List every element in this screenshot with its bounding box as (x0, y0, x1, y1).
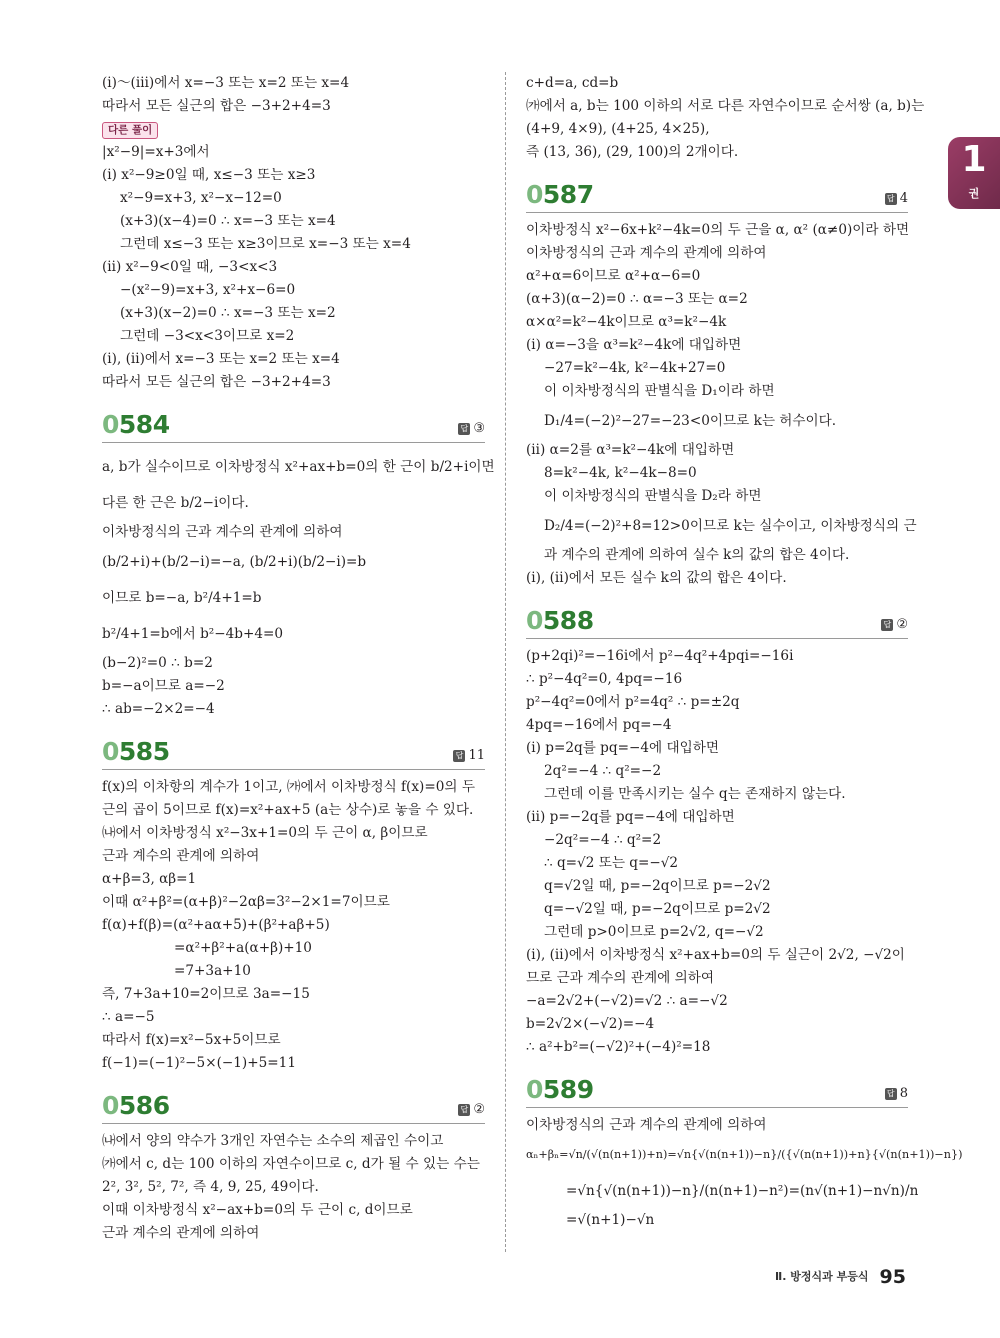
volume-tab (948, 137, 1000, 209)
volume-number: 1 (961, 139, 987, 180)
text-line: α×α²=k²−4k이므로 α³=k²−4k (526, 314, 727, 330)
text-line: |x²−9|=x+3에서 (102, 144, 210, 160)
text-line: (ⅰ), (ⅱ)에서 이차방정식 x²+ax+b=0의 두 실근이 2√2, −√2이 (526, 947, 905, 963)
text-line: 그런데 −3<x<3이므로 x=2 (120, 328, 295, 344)
text-line: (x+3)(x−4)=0 ∴ x=−3 또는 x=4 (120, 213, 336, 229)
text-line: (ⅱ) p=−2q를 pq=−4에 대입하면 (526, 809, 735, 825)
answer-tag-icon: 답 (885, 1088, 897, 1100)
text-line: 즉 (13, 36), (29, 100)의 2개이다. (526, 144, 739, 160)
text-line: q=√2일 때, p=−2q이므로 p=−2√2 (544, 878, 771, 894)
answer-label: 답 ② (458, 1102, 485, 1117)
text-line: 다른 한 근은 b/2−i이다. (102, 495, 249, 511)
text-line: f(x)의 이차항의 계수가 1이고, ㈎에서 이차방정식 f(x)=0의 두 (102, 779, 475, 795)
text-line: f(α)+f(β)=(α²+aα+5)+(β²+aβ+5) (102, 917, 330, 933)
text-line: −27=k²−4k, k²−4k+27=0 (544, 360, 726, 376)
problem-header-0588 (526, 602, 908, 639)
text-line: ㈎에서 a, b는 100 이하의 서로 다른 자연수이므로 순서쌍 (a, b)는 (526, 98, 925, 114)
text-line: 그런데 p>0이므로 p=2√2, q=−√2 (544, 924, 764, 940)
text-line: 이때 이차방정식 x²−ax+b=0의 두 근이 c, d이므로 (102, 1202, 413, 1218)
text-line: 근과 계수의 관계에 의하여 (102, 1225, 260, 1241)
text-line: (ⅰ) p=2q를 pq=−4에 대입하면 (526, 740, 719, 756)
answer-tag-icon: 답 (885, 193, 897, 205)
problem-number: 0589 (526, 1075, 594, 1104)
problem-header-0586 (102, 1087, 485, 1124)
text-line: ∴ a²+b²=(−√2)²+(−4)²=18 (526, 1039, 711, 1055)
text-line: 따라서 f(x)=x²−5x+5이므로 (102, 1032, 281, 1048)
problem-number: 0585 (102, 737, 170, 766)
problem-header-0589 (526, 1071, 908, 1108)
text-line: 근의 곱이 5이므로 f(x)=x²+ax+5 (a는 상수)로 놓을 수 있다. (102, 802, 474, 818)
text-line: ∴ ab=−2×2=−4 (102, 701, 215, 717)
text-line: 이차방정식의 근과 계수의 관계에 의하여 (526, 245, 767, 261)
text-line: −(x²−9)=x+3, x²+x−6=0 (120, 282, 296, 298)
text-line: 그런데 x≤−3 또는 x≥3이므로 x=−3 또는 x=4 (120, 236, 411, 252)
page-footer (775, 1266, 906, 1288)
text-line: =7+3a+10 (174, 963, 251, 979)
text-line: q=−√2일 때, p=−2q이므로 p=2√2 (544, 901, 771, 917)
text-line: D₂/4=(−2)²+8=12>0이므로 k는 실수이고, 이차방정식의 근 (544, 518, 917, 534)
page-number: 95 (879, 1266, 906, 1288)
text-line: 따라서 모든 실근의 합은 −3+2+4=3 (102, 98, 331, 114)
text-line: b=2√2×(−√2)=−4 (526, 1016, 655, 1032)
answer-label: 답 4 (885, 191, 908, 206)
text-line: f(−1)=(−1)²−5×(−1)+5=11 (102, 1055, 296, 1071)
text-line: 8=k²−4k, k²−4k−8=0 (544, 465, 697, 481)
volume-label: 권 (968, 187, 980, 200)
answer-tag-icon: 답 (458, 1104, 470, 1116)
text-line: −a=2√2+(−√2)=√2 ∴ a=−√2 (526, 993, 728, 1009)
text-line: (b−2)²=0 ∴ b=2 (102, 655, 213, 671)
answer-label: 답 8 (885, 1086, 908, 1101)
problem-header-0585 (102, 733, 485, 770)
text-line: (ⅰ), (ⅱ)에서 모든 실수 k의 값의 합은 4이다. (526, 570, 787, 586)
text-line: 이차방정식의 근과 계수의 관계에 의하여 (102, 524, 343, 540)
text-line: (b/2+i)+(b/2−i)=−a, (b/2+i)(b/2−i)=b (102, 554, 367, 570)
text-line: 그런데 이를 만족시키는 실수 q는 존재하지 않는다. (544, 786, 846, 802)
text-line: ㈎에서 c, d는 100 이하의 자연수이므로 c, d가 될 수 있는 수는 (102, 1156, 480, 1172)
problem-number: 0587 (526, 180, 594, 209)
text-line: 이차방정식 x²−6x+k²−4k=0의 두 근을 α, α² (α≠0)이라 하면 (526, 222, 910, 238)
text-line: 4pq=−16에서 pq=−4 (526, 717, 672, 733)
answer-label: 답 ③ (458, 421, 485, 436)
text-line: ∴ q=√2 또는 q=−√2 (544, 855, 679, 871)
text-line: ㈏에서 이차방정식 x²−3x+1=0의 두 근이 α, β이므로 (102, 825, 428, 841)
text-line: −2q²=−4 ∴ q²=2 (544, 832, 662, 848)
text-line: (x+3)(x−2)=0 ∴ x=−3 또는 x=2 (120, 305, 336, 321)
text-line: 2², 3², 5², 7², 즉 4, 9, 25, 49이다. (102, 1179, 319, 1195)
problem-header-0584 (102, 406, 485, 443)
text-line: 즉, 7+3a+10=2이므로 3a=−15 (102, 986, 310, 1002)
text-line: (ⅰ) α=−3을 α³=k²−4k에 대입하면 (526, 337, 742, 353)
text-line: 과 계수의 관계에 의하여 실수 k의 값의 합은 4이다. (544, 547, 850, 563)
problem-number: 0588 (526, 606, 594, 635)
text-line: 므로 근과 계수의 관계에 의하여 (526, 970, 714, 986)
answer-label: 답 11 (453, 748, 485, 763)
text-line: (ⅰ)～(ⅲ)에서 x=−3 또는 x=2 또는 x=4 (102, 75, 350, 91)
text-line: D₁/4=(−2)²−27=−23<0이므로 k는 허수이다. (544, 413, 837, 429)
answer-label: 답 ② (881, 617, 908, 632)
text-line: α+β=3, αβ=1 (102, 871, 197, 887)
problem-number: 0584 (102, 410, 170, 439)
text-line: α²+α=6이므로 α²+α−6=0 (526, 268, 701, 284)
text-line: ∴ p²−4q²=0, 4pq=−16 (526, 671, 683, 687)
text-line: 2q²=−4 ∴ q²=−2 (544, 763, 662, 779)
answer-tag-icon: 답 (453, 750, 465, 762)
text-line: b=−a이므로 a=−2 (102, 678, 225, 694)
text-line: =√n{√(n(n+1))−n}/(n(n+1)−n²)=(n√(n+1)−n√n)/n (566, 1183, 919, 1199)
column-divider (505, 72, 506, 1252)
text-line: (ⅱ) α=2를 α³=k²−4k에 대입하면 (526, 442, 735, 458)
section-title: Ⅱ. 방정식과 부등식 (774, 1270, 869, 1283)
text-line: =√(n+1)−√n (566, 1212, 655, 1228)
text-line: (ⅰ) x²−9≥0일 때, x≤−3 또는 x≥3 (102, 167, 316, 183)
alt-solution-badge: 다른 풀이 (102, 122, 158, 139)
text-line: (α+3)(α−2)=0 ∴ α=−3 또는 α=2 (526, 291, 748, 307)
text-line: x²−9=x+3, x²−x−12=0 (120, 190, 282, 206)
text-line: αₙ+βₙ=√n/(√(n(n+1))+n)=√n{√(n(n+1))−n}/({√(n(n+1))+n}{√(n(n+1))−n}) (526, 1148, 963, 1161)
text-line: b²/4+1=b에서 b²−4b+4=0 (102, 626, 284, 642)
left-column (102, 72, 495, 1245)
problem-header-0587 (526, 176, 908, 213)
text-line: 따라서 모든 실근의 합은 −3+2+4=3 (102, 374, 331, 390)
text-line: c+d=a, cd=b (526, 75, 619, 91)
text-line: (p+2qi)²=−16i에서 p²−4q²+4pqi=−16i (526, 648, 794, 664)
text-line: p²−4q²=0에서 p²=4q² ∴ p=±2q (526, 694, 740, 710)
text-line: =α²+β²+a(α+β)+10 (174, 940, 312, 956)
text-line: 근과 계수의 관계에 의하여 (102, 848, 260, 864)
text-line: 이므로 b=−a, b²/4+1=b (102, 590, 262, 606)
text-line: 이차방정식의 근과 계수의 관계에 의하여 (526, 1117, 767, 1133)
text-line: 이 이차방정식의 판별식을 D₂라 하면 (544, 488, 762, 504)
text-line: ∴ a=−5 (102, 1009, 155, 1025)
text-line: (4+9, 4×9), (4+25, 4×25), (526, 121, 710, 137)
text-line: 이 이차방정식의 판별식을 D₁이라 하면 (544, 383, 775, 399)
text-line: (ⅰ), (ⅱ)에서 x=−3 또는 x=2 또는 x=4 (102, 351, 340, 367)
answer-tag-icon: 답 (458, 423, 470, 435)
right-column (526, 72, 963, 1232)
answer-tag-icon: 답 (881, 619, 893, 631)
text-line: a, b가 실수이므로 이차방정식 x²+ax+b=0의 한 근이 b/2+i이면 (102, 459, 495, 475)
text-line: (ⅱ) x²−9<0일 때, −3<x<3 (102, 259, 278, 275)
text-line: 이때 α²+β²=(α+β)²−2αβ=3²−2×1=7이므로 (102, 894, 390, 910)
problem-number: 0586 (102, 1091, 170, 1120)
text-line: ㈏에서 양의 약수가 3개인 자연수는 소수의 제곱인 수이고 (102, 1133, 444, 1149)
